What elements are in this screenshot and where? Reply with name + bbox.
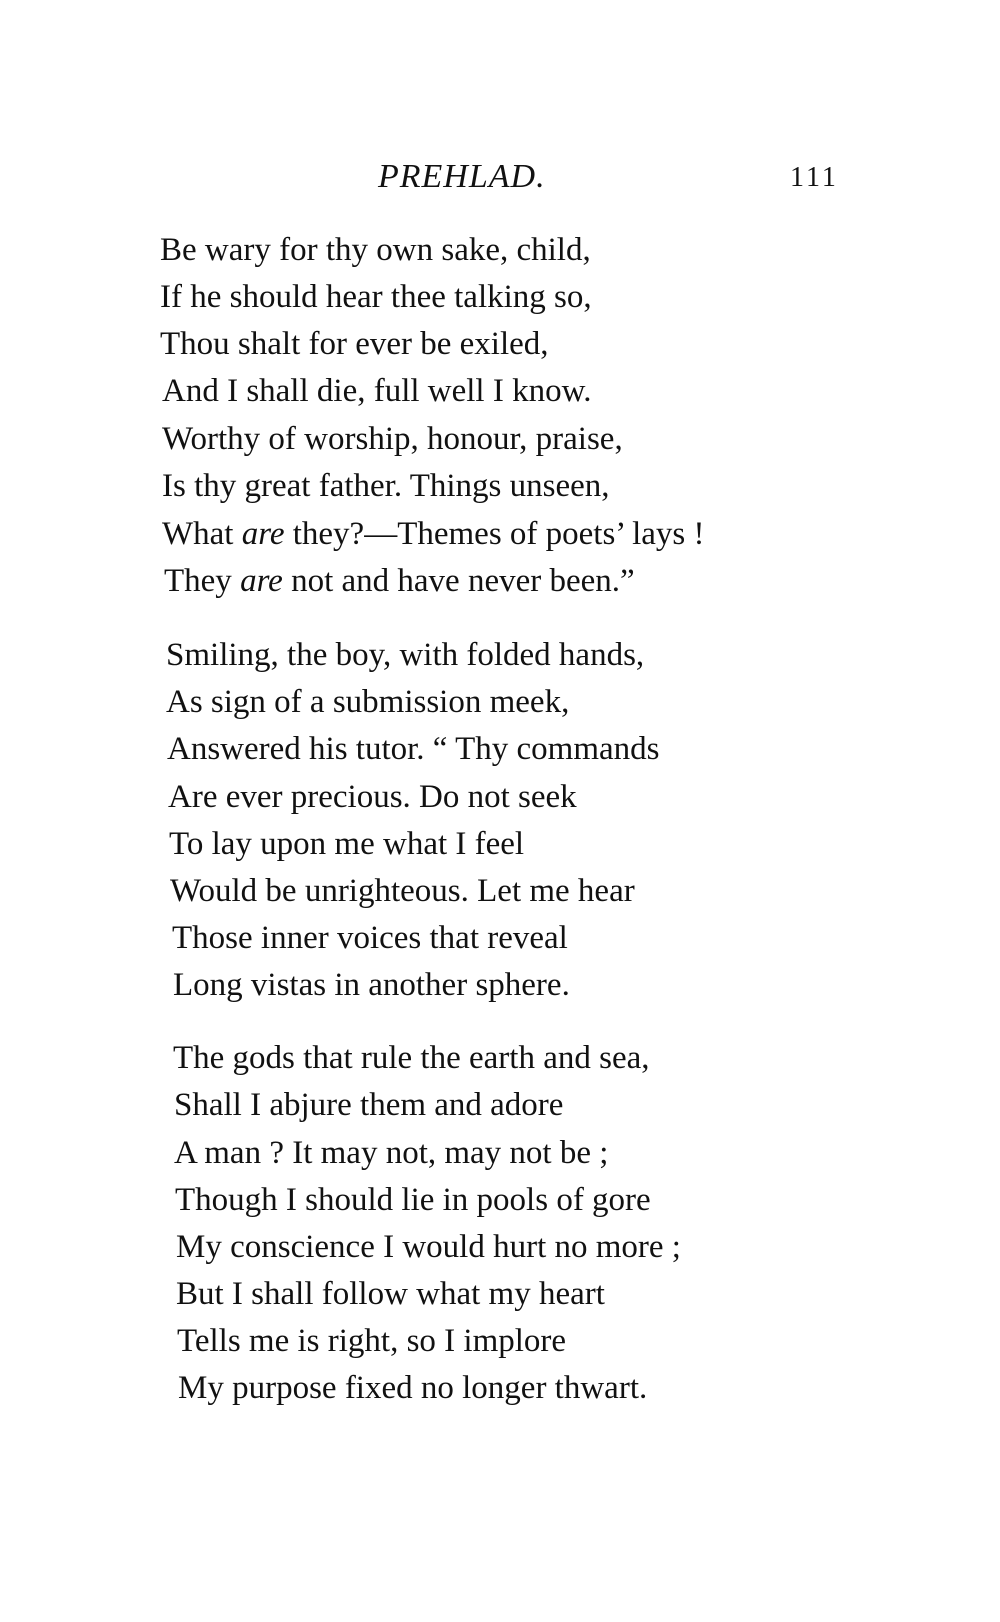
poem-line: The gods that rule the earth and sea, (173, 1040, 650, 1076)
poem-line: Those inner voices that reveal (172, 920, 568, 956)
poem-line: If he should hear thee talking so, (160, 279, 592, 315)
emphasis-word: are (241, 516, 285, 552)
poem-line: Are ever precious. Do not seek (168, 779, 577, 815)
poem-line: Though I should lie in pools of gore (175, 1182, 651, 1218)
poem-line: Is thy great father. Things unseen, (162, 468, 610, 504)
poem-line: But I shall follow what my heart (176, 1276, 605, 1312)
poem-line: Answered his tutor. “ Thy commands (167, 731, 660, 767)
poem-line: As sign of a submission meek, (166, 684, 570, 720)
poem-line: Shall I abjure them and adore (174, 1087, 564, 1123)
running-head (0, 158, 1000, 202)
running-title: PREHLAD. (378, 158, 546, 195)
poem-line: And I shall die, full well I know. (162, 373, 592, 409)
poem-line: What are they?—Themes of poets’ lays ! (162, 516, 705, 552)
poem-line: Thou shalt for ever be exiled, (160, 326, 549, 362)
poem-line: My conscience I would hurt no more ; (176, 1229, 681, 1265)
poem-line: To lay upon me what I feel (169, 826, 525, 862)
poem-line: Tells me is right, so I implore (177, 1323, 567, 1359)
poem-line: Would be unrighteous. Let me hear (170, 873, 635, 909)
poem-line: My purpose fixed no longer thwart. (178, 1370, 648, 1406)
page-number: 111 (790, 162, 839, 193)
poem-line: Be wary for thy own sake, child, (160, 232, 591, 268)
poem-line: Smiling, the boy, with folded hands, (166, 637, 645, 673)
poem-line: Worthy of worship, honour, praise, (162, 421, 623, 457)
poem-line: Long vistas in another sphere. (173, 967, 570, 1003)
poem-line: They are not and have never been.” (164, 563, 635, 599)
emphasis-word: are (240, 563, 283, 599)
poem-line: A man ? It may not, may not be ; (174, 1135, 609, 1171)
